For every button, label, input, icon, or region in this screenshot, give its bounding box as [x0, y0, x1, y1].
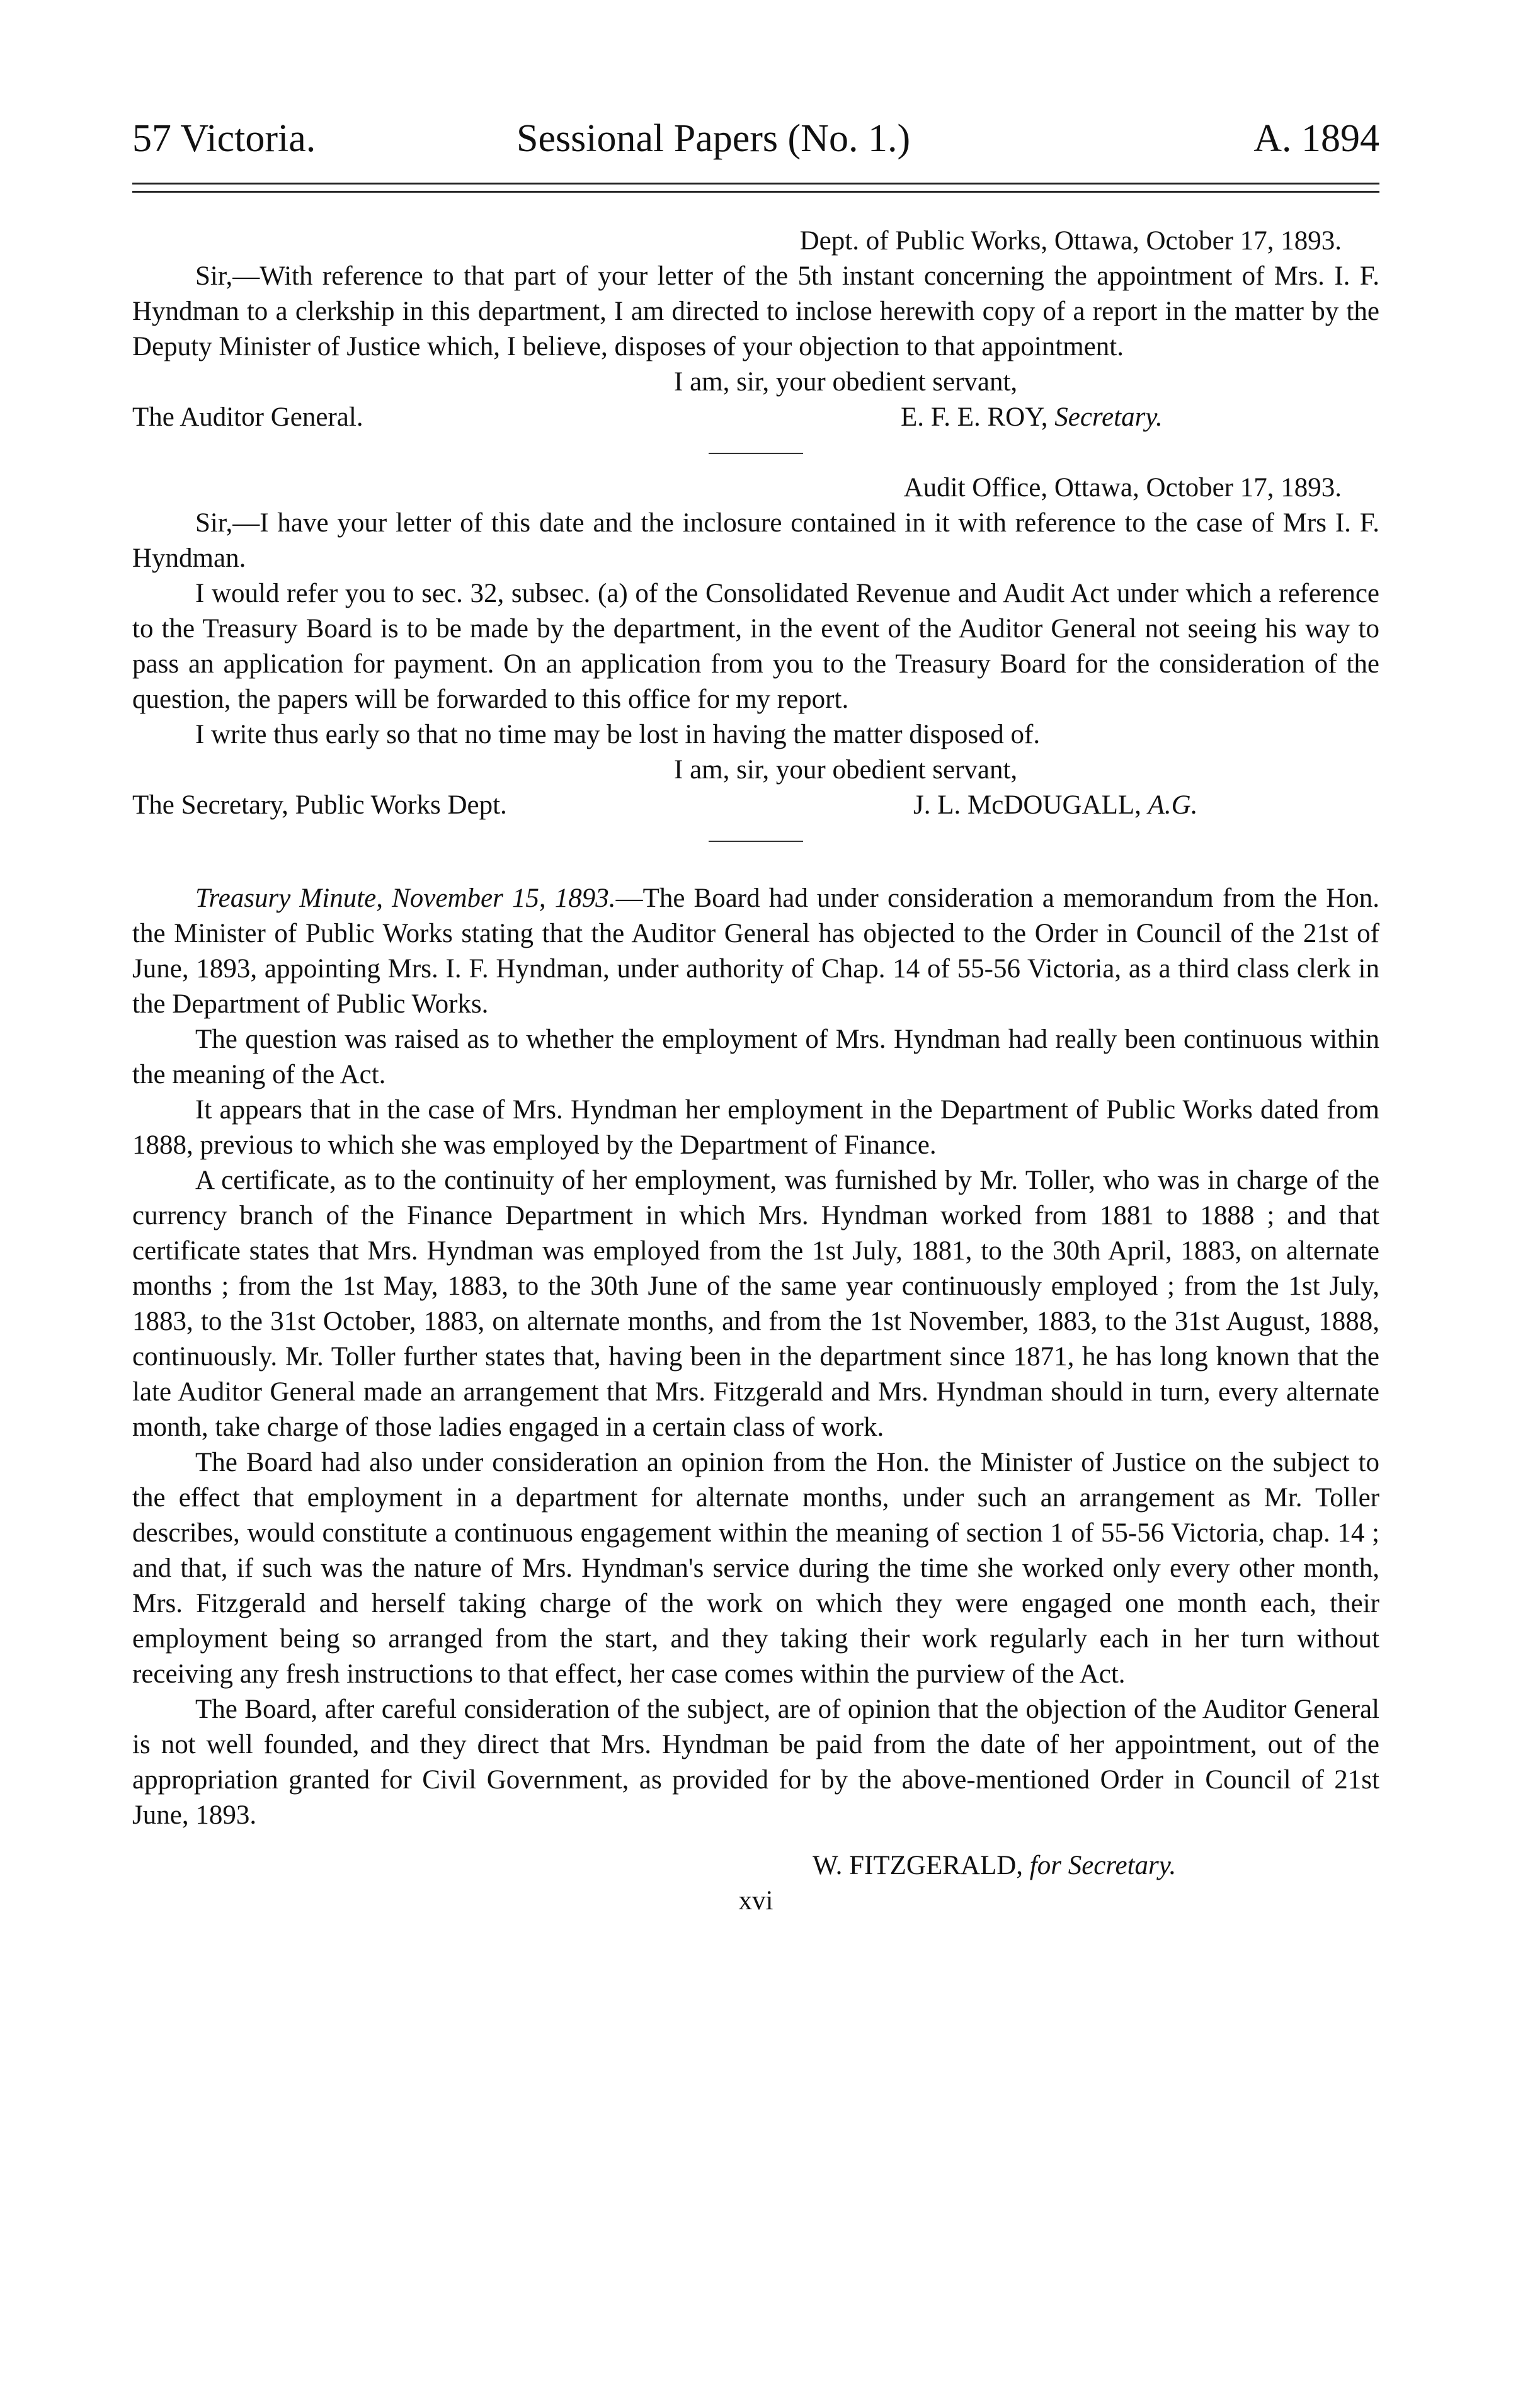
- letter2-paragraph: I would refer you to sec. 32, subsec. (a) of the Consolidated Revenue and Audit Act under which a reference to the Treasury Board is to be made by the department, in the event of the Auditor General not seeing his way to pass an application for payment. On an application from you to the Treasury Board for the consideration of the question, the papers will be forwarded to this office for my report.: [132, 579, 1379, 714]
- header-rule-bottom: [132, 191, 1379, 193]
- letter1-signature-row: [132, 400, 1379, 435]
- letter1-signature: E. F. E. ROY, Secretary.: [901, 402, 1163, 432]
- header-title: Sessional Papers (No. 1.): [516, 117, 911, 160]
- page-number: xvi: [738, 1886, 773, 1916]
- letter2-addressee: The Secretary, Public Works Dept.: [132, 790, 507, 820]
- minute-paragraph: A certificate, as to the continuity of her employment, was furnished by Mr. Toller, who was in charge of the currency branch of the Finance Department in which Mrs. Hyndman worked from 1881 to 1888 ; and that certificate states that Mrs. Hyndman was employed from the 1st July, 1881, to the 30th April, 1883, on alternate months ; from the 1st May, 1883, to the 30th June of the same year continuously employed ; from the 1st July, 1883, to the 31st October, 1883, on alternate months, and from the 1st November, 1883, to the 31st August, 1888, continuously. Mr. Toller further states that, having been in the department since 1871, he has long known that the late Auditor General made an arrangement that Mrs. Fitzgerald and Mrs. Hyndman should in turn, every alternate month, take charge of those ladies engaged in a certain class of work.: [132, 1166, 1379, 1442]
- section-divider: [709, 841, 803, 842]
- letter1-addressee: The Auditor General.: [132, 402, 363, 432]
- letter2-paragraph: I write thus early so that no time may be lost in having the matter disposed of.: [195, 720, 1041, 749]
- minute-paragraph: The Board, after careful consideration of the subject, are of opinion that the objection of the Auditor General is not well founded, and they direct that Mrs. Hyndman be paid from the date of her appointment, out of the appropriation granted for Civil Government, as provided for by the above-mentioned Order in Council of 21st June, 1893.: [132, 1695, 1379, 1830]
- letter2-signature: J. L. McDOUGALL, A.G.: [913, 790, 1198, 820]
- minute-paragraph: The question was raised as to whether the employment of Mrs. Hyndman had really been continuous within the meaning of the Act.: [132, 1025, 1379, 1089]
- minute-signature: W. FITZGERALD, for Secretary.: [813, 1851, 1177, 1880]
- section-divider: [709, 453, 803, 454]
- minute-paragraph: It appears that in the case of Mrs. Hyndman her employment in the Department of Public Works dated from 1888, previous to which she was employed by the Department of Finance.: [132, 1095, 1379, 1160]
- minute-paragraph: The Board had also under consideration an opinion from the Hon. the Minister of Justice on the subject to the effect that employment in a department for alternate months, under such an arrangement as Mr. Toller describes, would constitute a continuous engagement within the meaning of section 1 of 55-56 Victoria, chap. 14 ; and that, if such was the nature of Mrs. Hyndman's service during the time she worked only every other month, Mrs. Fitzgerald and herself taking charge of the work on which they were engaged one month each, their employment being so arranged from the start, and they taking their work regularly each in her turn without receiving any fresh instructions to that effect, her case comes within the purview of the Act.: [132, 1448, 1379, 1689]
- letter2-signature-row: [132, 788, 1379, 823]
- header-year: A. 1894: [1253, 117, 1379, 160]
- document-body: [132, 224, 1379, 1919]
- header-rule-top: [132, 183, 1379, 185]
- letter2-dateline: Audit Office, Ottawa, October 17, 1893.: [903, 473, 1342, 503]
- letter1-dateline: Dept. of Public Works, Ottawa, October 17, 1893.: [799, 226, 1342, 256]
- document-page: [132, 110, 1380, 1916]
- minute-title: Treasury Minute, November 15, 1893.: [195, 883, 616, 913]
- letter2-paragraph: Sir,—I have your letter of this date and the inclosure contained in it with reference to the case of Mrs I. F. Hyndman.: [132, 508, 1379, 573]
- letter1-body: Sir,—With reference to that part of your letter of the 5th instant concerning the appointment of Mrs. I. F. Hyndman to a clerkship in this department, I am directed to inclose herewith copy of a report in the matter by the Deputy Minister of Justice which, I believe, disposes of your objection to that appointment.: [132, 261, 1379, 361]
- letter1-closing: I am, sir, your obedient servant,: [674, 367, 1018, 397]
- running-header: [132, 110, 1379, 167]
- letter2-closing: I am, sir, your obedient servant,: [674, 755, 1018, 785]
- minute-paragraph: Treasury Minute, November 15, 1893.—The Board had under consideration a memorandum from the Hon. the Minister of Public Works stating that the Auditor General has objected to the Order in Council of the 21st of June, 1893, appointing Mrs. I. F. Hyndman, under authority of Chap. 14 of 55-56 Victoria, as a third class clerk in the Department of Public Works.: [132, 883, 1380, 1019]
- header-session: 57 Victoria.: [132, 117, 316, 160]
